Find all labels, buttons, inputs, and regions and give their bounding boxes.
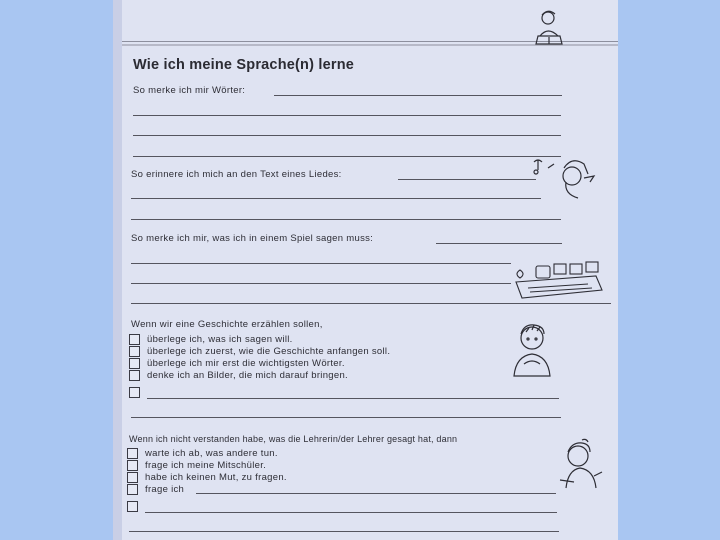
child-singing-icon	[528, 152, 608, 202]
answer-line[interactable]	[196, 493, 556, 494]
checkbox-story-1[interactable]	[129, 334, 140, 345]
checkbox-story-3[interactable]	[129, 358, 140, 369]
checkbox-understand-2[interactable]	[127, 460, 138, 471]
page-title: Wie ich meine Sprache(n) lerne	[133, 57, 355, 73]
child-thinking-icon	[506, 320, 558, 382]
option-understand-1: warte ich ab, was andere tun.	[145, 448, 278, 459]
answer-line[interactable]	[398, 179, 536, 180]
checkbox-story-2[interactable]	[129, 346, 140, 357]
answer-line[interactable]	[131, 263, 511, 264]
answer-line[interactable]	[131, 219, 561, 220]
option-story-3: überlege ich mir erst die wichtigsten Wörter.	[147, 358, 345, 369]
answer-line[interactable]	[131, 283, 511, 284]
answer-line[interactable]	[133, 115, 561, 116]
prompt-game: So merke ich mir, was ich in einem Spiel sagen muss:	[131, 233, 374, 244]
option-understand-2: frage ich meine Mitschüler.	[145, 460, 267, 471]
prompt-words: So merke ich mir Wörter:	[133, 85, 246, 96]
option-understand-3: habe ich keinen Mut, zu fragen.	[145, 472, 287, 483]
checkbox-story-other[interactable]	[129, 387, 140, 398]
option-story-2: überlege ich zuerst, wie die Geschichte anfangen soll.	[147, 346, 391, 357]
answer-line[interactable]	[131, 417, 561, 418]
option-understand-4: frage ich	[145, 484, 185, 495]
checkbox-understand-1[interactable]	[127, 448, 138, 459]
checkbox-understand-4[interactable]	[127, 484, 138, 495]
answer-line[interactable]	[133, 135, 561, 136]
answer-line[interactable]	[147, 398, 559, 399]
prompt-song: So erinnere ich mich an den Text eines Liedes:	[131, 169, 342, 180]
prompt-understand-intro: Wenn ich nicht verstanden habe, was die Lehrerin/der Lehrer gesagt hat, dann	[129, 434, 458, 444]
page-edge	[113, 0, 122, 540]
answer-line[interactable]	[133, 156, 561, 157]
answer-line[interactable]	[274, 95, 562, 96]
checkbox-understand-3[interactable]	[127, 472, 138, 483]
option-story-4: denke ich an Bilder, die mich darauf bringen.	[147, 370, 348, 381]
answer-line[interactable]	[436, 243, 562, 244]
child-reading-icon	[528, 6, 570, 48]
checkbox-understand-other[interactable]	[127, 501, 138, 512]
prompt-story-intro: Wenn wir eine Geschichte erzählen sollen,	[131, 319, 323, 330]
answer-line[interactable]	[131, 198, 541, 199]
checkbox-story-4[interactable]	[129, 370, 140, 381]
child-asking-icon	[556, 436, 608, 494]
answer-line[interactable]	[129, 531, 559, 532]
answer-line[interactable]	[145, 512, 557, 513]
option-story-1: überlege ich, was ich sagen will.	[147, 334, 293, 345]
game-board-icon	[508, 256, 608, 304]
